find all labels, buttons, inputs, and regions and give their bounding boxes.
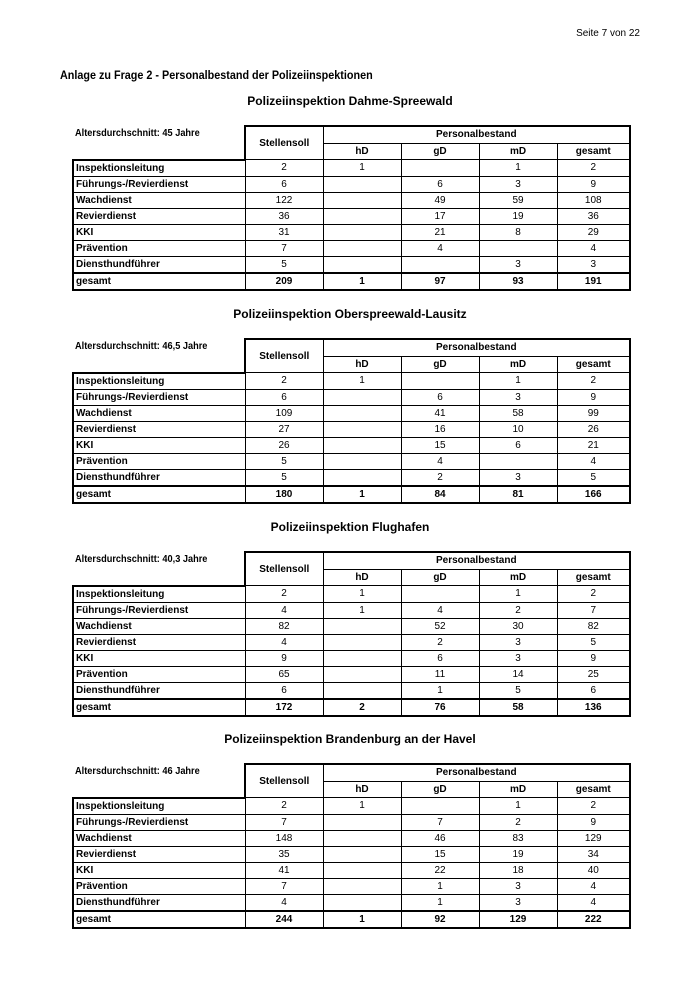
table-cell [323,421,401,437]
row-label: Diensthundführer [73,894,245,911]
table-cell: 9 [557,650,630,666]
row-label: Diensthundführer [73,256,245,273]
table-cell: 31 [245,224,323,240]
table-cell: 99 [557,405,630,421]
table-cell [479,453,557,469]
table-cell: 1 [323,798,401,815]
header-md: mD [479,569,557,586]
inspection-title: Polizeiinspektion Oberspreewald-Lausitz [233,307,467,321]
header-stellensoll: Stellensoll [245,764,323,798]
header-gd: gD [401,781,479,798]
table-cell: 22 [401,862,479,878]
table-cell: 136 [557,699,630,716]
table-cell [323,862,401,878]
header-md: mD [479,143,557,160]
table-row [73,373,630,390]
table-cell: 7 [557,602,630,618]
table-cell [323,192,401,208]
table-cell: 1 [479,798,557,815]
table-cell [323,618,401,634]
table-cell: 35 [245,846,323,862]
table-cell: 59 [479,192,557,208]
table-cell: 25 [557,666,630,682]
table-row [73,192,630,208]
table-row [73,273,630,290]
header-personalbestand: Personalbestand [323,126,630,143]
table-row [73,682,630,699]
table-cell [323,682,401,699]
table-cell: 2 [323,699,401,716]
table-row [73,437,630,453]
table-row [73,208,630,224]
table-cell: 7 [245,878,323,894]
table-row [73,830,630,846]
header-gd: gD [401,356,479,373]
row-label: Inspektionsleitung [73,160,245,177]
table-cell: 1 [323,160,401,177]
table-cell: 2 [245,798,323,815]
row-label: Prävention [73,878,245,894]
table-cell: 29 [557,224,630,240]
table-cell: 15 [401,437,479,453]
table-cell: 1 [401,878,479,894]
table-cell: 244 [245,911,323,928]
table-cell: 26 [245,437,323,453]
average-age-label: Altersdurchschnitt: 40,3 Jahre [75,554,208,565]
table-cell: 1 [401,894,479,911]
table-cell: 9 [557,389,630,405]
inspection-title: Polizeiinspektion Flughafen [270,520,430,534]
table-row [73,862,630,878]
table-cell: 172 [245,699,323,716]
table-cell: 1 [323,911,401,928]
header-hd: hD [323,781,401,798]
table-cell: 36 [245,208,323,224]
table-cell: 209 [245,273,323,290]
row-label: Führungs-/Revierdienst [73,814,245,830]
row-label: Revierdienst [73,421,245,437]
table-cell: 2 [245,373,323,390]
table-cell [323,894,401,911]
table-cell: 3 [479,634,557,650]
table-cell: 58 [479,405,557,421]
row-label: Wachdienst [73,618,245,634]
row-label: Revierdienst [73,634,245,650]
table-cell: 2 [479,814,557,830]
table-row [73,486,630,503]
table-row [73,405,630,421]
inspection-title: Polizeiinspektion Brandenburg an der Havel [224,732,476,746]
table-cell: 27 [245,421,323,437]
header-personalbestand: Personalbestand [323,339,630,356]
header-personalbestand: Personalbestand [323,552,630,569]
table-cell [323,650,401,666]
personnel-table [72,338,631,504]
table-cell [323,176,401,192]
table-cell [401,586,479,603]
table-cell [401,160,479,177]
table-cell: 5 [245,453,323,469]
table-cell [323,437,401,453]
table-row [73,602,630,618]
table-cell [401,798,479,815]
row-label: Wachdienst [73,192,245,208]
table-cell: 1 [323,486,401,503]
header-md: mD [479,356,557,373]
table-cell: 26 [557,421,630,437]
table-row [73,618,630,634]
table-cell [323,878,401,894]
row-label: Führungs-/Revierdienst [73,176,245,192]
table-cell: 4 [401,602,479,618]
page-number: Seite 7 von 22 [576,28,640,39]
table-cell: 222 [557,911,630,928]
row-label: Revierdienst [73,846,245,862]
table-cell: 82 [245,618,323,634]
table-cell: 2 [245,160,323,177]
table-cell: 5 [557,634,630,650]
header-gesamt: gesamt [557,356,630,373]
table-cell: 92 [401,911,479,928]
average-age-label: Altersdurchschnitt: 46,5 Jahre [75,341,208,352]
table-cell: 129 [479,911,557,928]
header-gesamt: gesamt [557,569,630,586]
table-cell: 11 [401,666,479,682]
table-cell: 2 [557,586,630,603]
table-cell: 4 [557,453,630,469]
header-hd: hD [323,569,401,586]
row-label: Inspektionsleitung [73,373,245,390]
table-row [73,176,630,192]
header-hd: hD [323,356,401,373]
table-row [73,256,630,273]
table-cell: 5 [245,256,323,273]
table-cell: 109 [245,405,323,421]
row-label: Führungs-/Revierdienst [73,602,245,618]
table-row [73,814,630,830]
table-cell: 7 [245,240,323,256]
row-label: Führungs-/Revierdienst [73,389,245,405]
table-row [73,911,630,928]
header-personalbestand: Personalbestand [323,764,630,781]
header-md: mD [479,781,557,798]
header-blank [73,764,245,798]
row-label: Prävention [73,240,245,256]
table-cell: 148 [245,830,323,846]
row-label: Inspektionsleitung [73,798,245,815]
table-row [73,634,630,650]
table-cell [401,373,479,390]
header-hd: hD [323,143,401,160]
table-cell: 7 [245,814,323,830]
table-cell: 9 [245,650,323,666]
table-cell: 2 [245,586,323,603]
table-cell [323,814,401,830]
table-row [73,160,630,177]
table-cell: 9 [557,176,630,192]
table-cell: 76 [401,699,479,716]
table-cell: 2 [401,469,479,486]
table-cell: 36 [557,208,630,224]
header-gesamt: gesamt [557,143,630,160]
table-cell: 18 [479,862,557,878]
table-cell: 84 [401,486,479,503]
average-age-label: Altersdurchschnitt: 45 Jahre [75,128,200,139]
table-cell [323,389,401,405]
table-cell [323,830,401,846]
table-row [73,894,630,911]
row-label: Diensthundführer [73,682,245,699]
row-label: Wachdienst [73,830,245,846]
table-cell: 2 [557,373,630,390]
table-cell: 4 [245,634,323,650]
table-cell: 3 [557,256,630,273]
table-cell: 17 [401,208,479,224]
table-cell: 3 [479,469,557,486]
average-age-label: Altersdurchschnitt: 46 Jahre [75,766,200,777]
table-cell [323,224,401,240]
header-gd: gD [401,143,479,160]
personnel-table [72,125,631,291]
header-stellensoll: Stellensoll [245,552,323,586]
header-blank [73,339,245,373]
table-cell: 14 [479,666,557,682]
table-cell: 41 [245,862,323,878]
table-cell: 6 [401,650,479,666]
row-label: gesamt [73,273,245,290]
row-label: KKI [73,224,245,240]
table-cell: 4 [557,878,630,894]
header-stellensoll: Stellensoll [245,126,323,160]
table-cell: 1 [479,586,557,603]
table-cell [323,240,401,256]
table-cell: 3 [479,389,557,405]
table-cell: 4 [401,453,479,469]
table-cell: 6 [401,389,479,405]
table-row [73,453,630,469]
table-row [73,421,630,437]
table-row [73,650,630,666]
table-cell [323,846,401,862]
row-label: gesamt [73,486,245,503]
table-cell: 58 [479,699,557,716]
table-cell: 5 [245,469,323,486]
table-cell [323,405,401,421]
table-cell: 8 [479,224,557,240]
table-cell: 5 [557,469,630,486]
table-cell [479,240,557,256]
table-cell [323,469,401,486]
table-cell: 9 [557,814,630,830]
row-label: KKI [73,437,245,453]
table-row [73,240,630,256]
table-cell: 65 [245,666,323,682]
table-cell: 3 [479,650,557,666]
personnel-table [72,551,631,717]
row-label: gesamt [73,699,245,716]
table-cell: 3 [479,894,557,911]
table-cell: 34 [557,846,630,862]
table-row [73,878,630,894]
table-row [73,224,630,240]
row-label: Prävention [73,453,245,469]
table-cell: 1 [401,682,479,699]
table-cell: 49 [401,192,479,208]
document-title: Anlage zu Frage 2 - Personalbestand der Polizeiinspektionen [60,68,373,82]
table-cell: 83 [479,830,557,846]
table-cell: 1 [479,373,557,390]
table-cell: 166 [557,486,630,503]
table-cell: 52 [401,618,479,634]
row-label: gesamt [73,911,245,928]
table-cell [323,256,401,273]
table-cell: 2 [557,798,630,815]
table-cell: 6 [557,682,630,699]
table-cell: 82 [557,618,630,634]
table-cell: 129 [557,830,630,846]
row-label: KKI [73,862,245,878]
table-cell: 1 [323,273,401,290]
table-cell: 16 [401,421,479,437]
header-blank [73,552,245,586]
row-label: Prävention [73,666,245,682]
table-cell: 81 [479,486,557,503]
table-cell: 7 [401,814,479,830]
table-cell: 108 [557,192,630,208]
row-label: KKI [73,650,245,666]
table-cell: 1 [323,373,401,390]
table-cell: 5 [479,682,557,699]
table-cell: 1 [479,160,557,177]
table-cell [401,256,479,273]
table-row [73,699,630,716]
table-cell: 10 [479,421,557,437]
header-gd: gD [401,569,479,586]
table-cell: 122 [245,192,323,208]
table-cell: 6 [245,682,323,699]
table-cell: 180 [245,486,323,503]
personnel-table [72,763,631,929]
table-cell: 19 [479,208,557,224]
table-cell: 4 [557,240,630,256]
table-row [73,798,630,815]
table-cell: 1 [323,586,401,603]
table-cell: 4 [401,240,479,256]
row-label: Diensthundführer [73,469,245,486]
table-cell: 40 [557,862,630,878]
table-cell [323,208,401,224]
table-cell: 97 [401,273,479,290]
table-cell: 3 [479,176,557,192]
table-cell [323,666,401,682]
header-blank [73,126,245,160]
table-cell: 30 [479,618,557,634]
table-cell: 2 [479,602,557,618]
header-gesamt: gesamt [557,781,630,798]
table-cell: 19 [479,846,557,862]
table-row [73,846,630,862]
row-label: Revierdienst [73,208,245,224]
table-cell: 6 [245,176,323,192]
table-cell: 2 [401,634,479,650]
table-cell [323,634,401,650]
table-cell: 191 [557,273,630,290]
row-label: Wachdienst [73,405,245,421]
table-row [73,389,630,405]
table-cell: 21 [401,224,479,240]
table-cell: 6 [245,389,323,405]
table-cell: 3 [479,878,557,894]
table-cell: 4 [245,894,323,911]
table-cell: 93 [479,273,557,290]
table-cell: 41 [401,405,479,421]
table-cell: 4 [557,894,630,911]
table-cell: 6 [479,437,557,453]
table-row [73,586,630,603]
table-cell: 21 [557,437,630,453]
table-cell: 15 [401,846,479,862]
table-row [73,469,630,486]
table-cell: 2 [557,160,630,177]
table-cell: 1 [323,602,401,618]
table-row [73,666,630,682]
header-stellensoll: Stellensoll [245,339,323,373]
table-cell [323,453,401,469]
table-cell: 3 [479,256,557,273]
inspection-title: Polizeiinspektion Dahme-Spreewald [247,94,453,108]
table-cell: 4 [245,602,323,618]
table-cell: 46 [401,830,479,846]
table-cell: 6 [401,176,479,192]
row-label: Inspektionsleitung [73,586,245,603]
